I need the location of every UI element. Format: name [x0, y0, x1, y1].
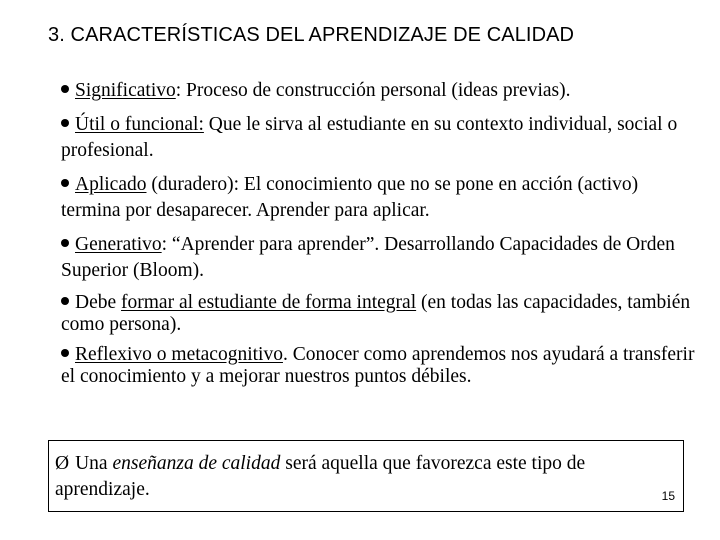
page-number: 15: [661, 489, 675, 503]
item-keyword: formar al estudiante de forma integral: [121, 292, 417, 313]
conclusion-box: [48, 440, 684, 512]
conclusion-emphasis: enseñanza de calidad: [112, 453, 281, 474]
list-item: [61, 344, 701, 388]
item-text: . Conocer como aprendemos nos ayudará a transferir el conocimiento y a mejorar nuestros puntos débiles.: [61, 344, 695, 387]
bullet-icon: [61, 297, 69, 305]
item-keyword: Generativo: [75, 234, 162, 255]
list-item: [61, 172, 701, 224]
bullet-icon: [61, 119, 69, 127]
item-text: Que le sirva al estudiante en su contexto individual, social o profesional.: [61, 114, 678, 161]
item-text: (duradero): El conocimiento que no se pone en acción (activo) termina por desaparecer. Aprender para aplicar.: [61, 174, 639, 221]
list-item: [61, 112, 701, 164]
conclusion-text: será aquella que favorezca este tipo de aprendizaje.: [55, 453, 586, 500]
item-keyword: Útil o funcional:: [75, 114, 204, 135]
list-item: [61, 292, 701, 336]
conclusion-text: Una: [75, 453, 113, 474]
arrow-bullet-icon: Ø: [55, 453, 70, 474]
item-text: : Proceso de construcción personal (ideas previas).: [175, 80, 571, 101]
characteristics-list: [61, 78, 701, 396]
list-item: [61, 78, 701, 104]
list-item: [61, 232, 701, 284]
bullet-icon: [61, 179, 69, 187]
item-keyword: Reflexivo o metacognitivo: [75, 344, 283, 365]
bullet-icon: [61, 85, 69, 93]
item-keyword: Significativo: [75, 80, 176, 101]
slide-title: 3. CARACTERÍSTICAS DEL APRENDIZAJE DE CALIDAD: [48, 24, 575, 46]
bullet-icon: [61, 349, 69, 357]
item-text: Debe: [75, 292, 122, 313]
item-text: : “Aprender para aprender”. Desarrollando Capacidades de Orden Superior (Bloom).: [61, 234, 675, 281]
bullet-icon: [61, 239, 69, 247]
item-keyword: Aplicado: [75, 174, 147, 195]
item-text: (en todas las capacidades, también como persona).: [61, 292, 691, 335]
